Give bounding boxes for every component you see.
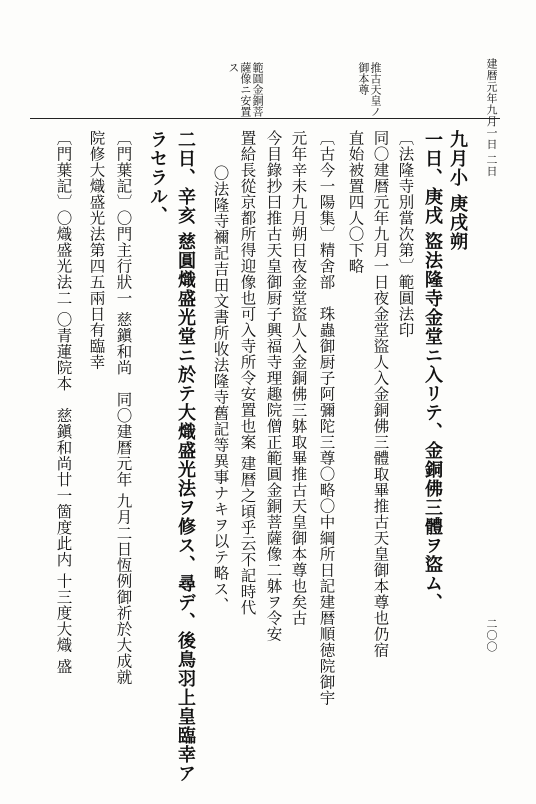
citation: 〔古今一陽集〕精舍部 珠蟲御厨子阿彌陀三尊〇略〇中綱所日記建暦順徳院御宇 (317, 130, 336, 706)
editorial-note: 〇法隆寺禰記吉田文書所收法隆寺舊記等異事ナキヲ以テ略ス、 (211, 165, 230, 613)
text-line: 院修大熾盛光法第四五兩日有臨幸 (87, 130, 106, 370)
text-line: 置給長從京都所得迎像也可入寺所令安置也案 建暦之頃乎云不記時代 (238, 130, 257, 616)
text-line: 今目錄抄曰推古天皇御厨子興福寺理趣院僧正範圓金銅菩薩像二躰ヲ令安 (264, 130, 283, 642)
citation: 〔法隆寺別當次第〕範圓法印 (396, 130, 415, 338)
text-line: 同〇建暦元年九月一日夜金堂盜人入金銅佛三體取畢推古天皇御本尊也仍宿 (371, 130, 390, 658)
text-line: 直始被置四人〇下略 (346, 130, 365, 274)
entry-heading: ラセラル、 (147, 130, 168, 225)
header-rule (30, 118, 500, 119)
page-number: 二〇〇 (485, 618, 498, 653)
entry-heading: 一日、庚戌 盜法隆寺金堂ニ入リテ、金銅佛三體ヲ盜ム、 (422, 130, 443, 613)
citation: 〔門葉記〕〇門主行狀一 慈鎭和尚 同〇建暦元年 九月二日恆例御祈於大成就 (114, 130, 133, 685)
running-title: 建暦元年九月一日 二日 (485, 58, 498, 177)
sidebar-note: 範圓金銅菩薩像ニ安置ス (226, 62, 264, 117)
month-heading: 九月小 庚戌朔 (447, 130, 468, 252)
text-line: 元年辛未九月朔日夜金堂盜人入金銅佛三躰取畢推古天皇御本尊也矣古 (289, 130, 308, 626)
sidebar-note: 推古天皇ノ御本尊 (356, 62, 382, 117)
citation: 〔門葉記〕〇熾盛光法二 〇青蓮院本 慈鎭和尚廿一箇度此内 十三度大熾 盛 (54, 130, 73, 675)
entry-heading: 二日、辛亥 慈圓熾盛光堂ニ於テ大熾盛光法ヲ修ス、尋デ、後鳥羽上皇臨幸ア (175, 130, 196, 784)
